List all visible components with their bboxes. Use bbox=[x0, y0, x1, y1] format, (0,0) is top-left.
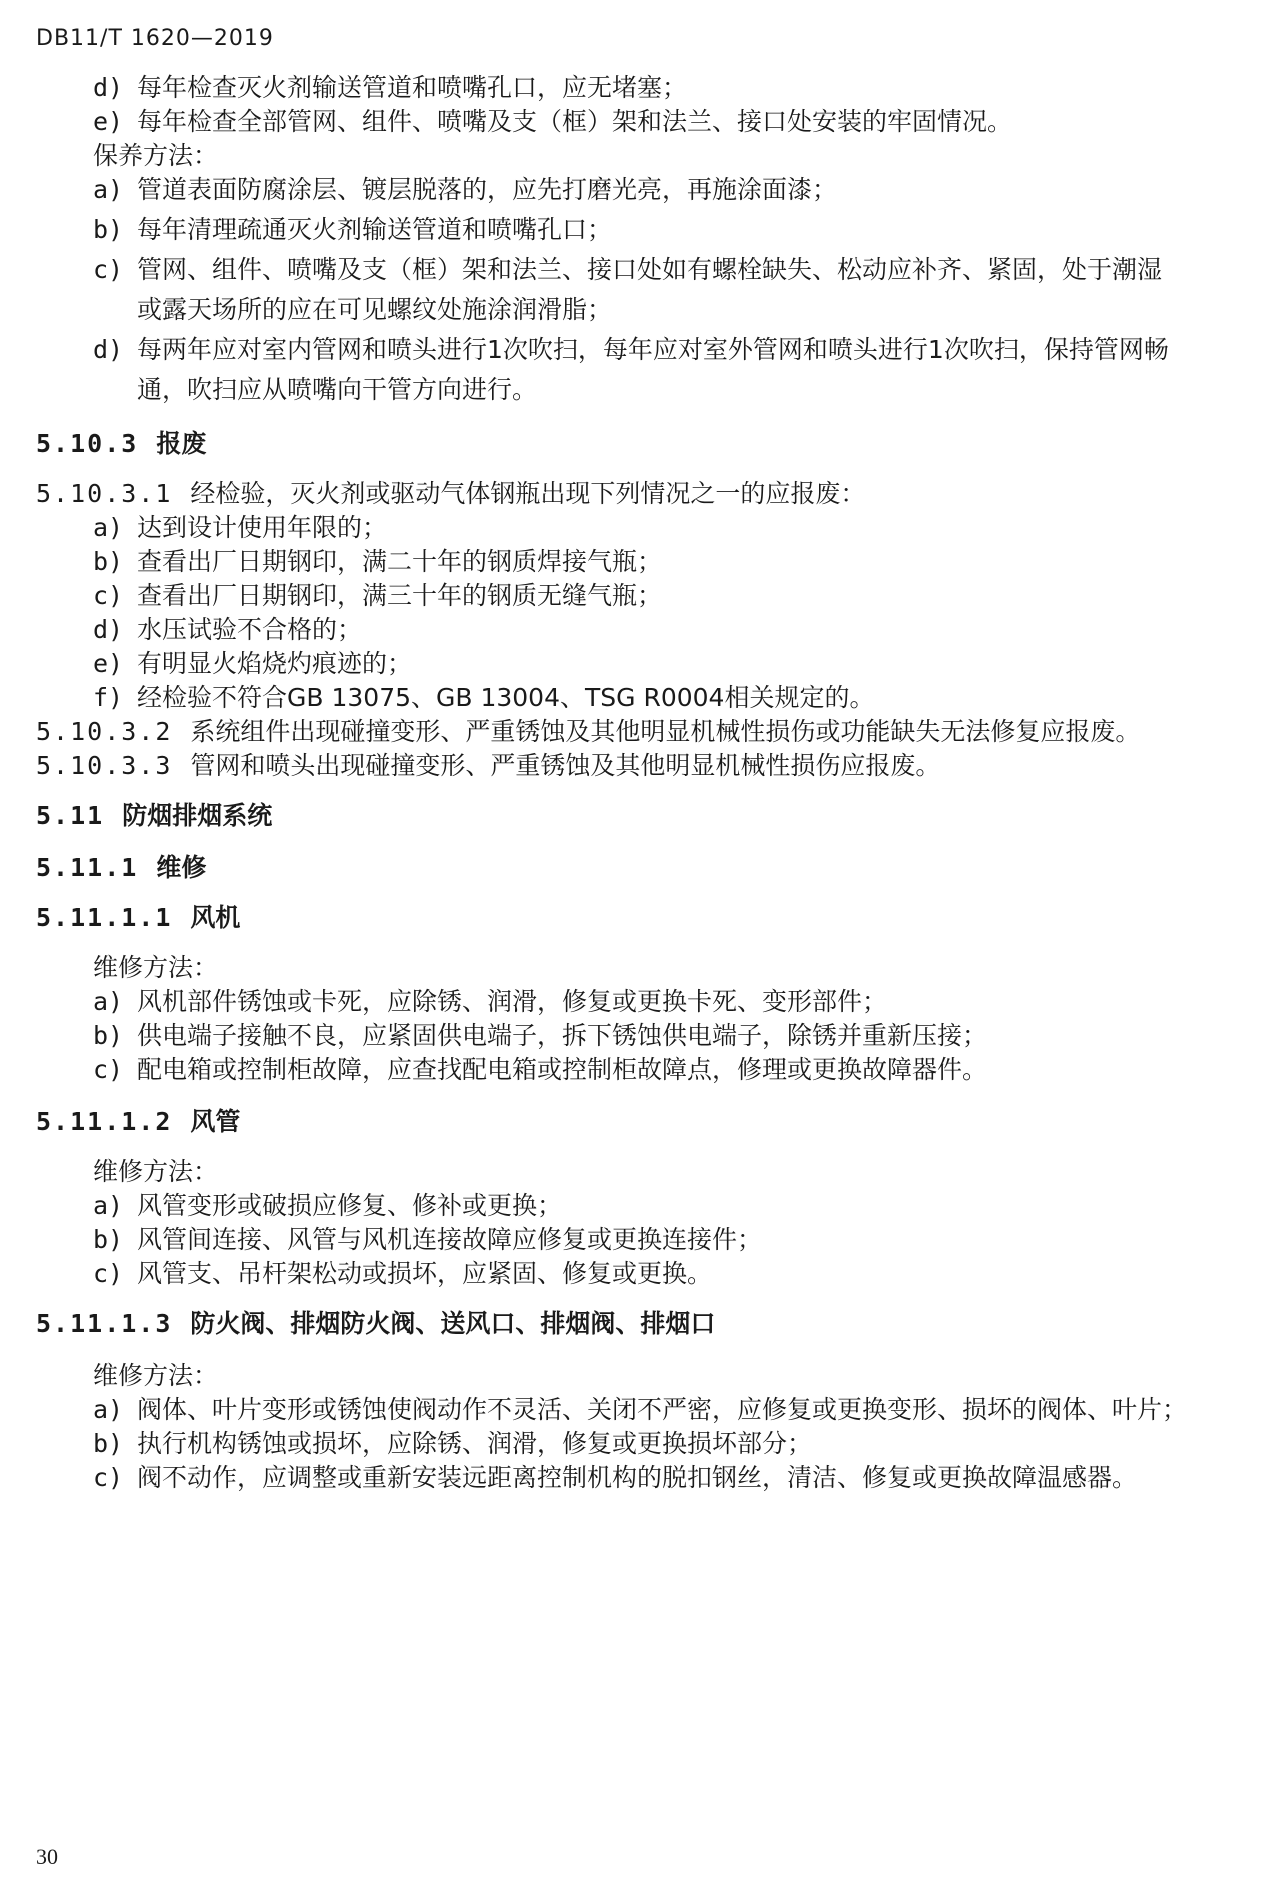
section-number: 5.11.1.1 bbox=[36, 903, 173, 932]
list-item bbox=[93, 546, 662, 578]
section-heading bbox=[36, 1106, 240, 1138]
section-number: 5.11.1.3 bbox=[36, 1309, 173, 1338]
item-marker: c) bbox=[93, 255, 124, 284]
item-text: 有明显火焰烧灼痕迹的； bbox=[137, 649, 413, 678]
item-text: 阀不动作，应调整或重新安装远距离控制机构的脱扣钢丝，清洁、修复或更换故障温感器。 bbox=[137, 1463, 1138, 1492]
page-number: 30 bbox=[36, 1844, 58, 1869]
clause bbox=[36, 716, 1140, 748]
list-item bbox=[93, 614, 362, 646]
item-marker: a) bbox=[93, 1191, 124, 1220]
item-text: 风管支、吊杆架松动或损坏，应紧固、修复或更换。 bbox=[137, 1259, 713, 1288]
list-item bbox=[93, 986, 887, 1018]
clause-text: 管网和喷头出现碰撞变形、严重锈蚀及其他明显机械性损伤应报废。 bbox=[190, 751, 941, 780]
item-marker: a) bbox=[93, 513, 124, 542]
item-continuation: 通，吹扫应从喷嘴向干管方向进行。 bbox=[137, 375, 538, 404]
item-text: 每两年应对室内管网和喷头进行1次吹扫，每年应对室外管网和喷头进行1次吹扫，保持管网畅 bbox=[137, 335, 1169, 364]
maintenance-heading: 保养方法： bbox=[93, 141, 219, 170]
item-marker: c) bbox=[93, 581, 124, 610]
section-title: 防火阀、排烟防火阀、送风口、排烟阀、排烟口 bbox=[190, 1309, 716, 1338]
item-text: 水压试验不合格的； bbox=[137, 615, 363, 644]
item-continuation: 或露天场所的应在可见螺纹处施涂润滑脂； bbox=[137, 295, 613, 324]
item-text: 管网、组件、喷嘴及支（框）架和法兰、接口处如有螺栓缺失、松动应补齐、紧固，处于潮湿 bbox=[137, 255, 1163, 284]
item-marker: d) bbox=[93, 335, 124, 364]
item-marker: c) bbox=[93, 1259, 124, 1288]
list-item bbox=[93, 254, 1162, 286]
item-marker: d) bbox=[93, 73, 124, 102]
list-item bbox=[93, 1462, 1137, 1494]
list-item bbox=[93, 1020, 987, 1052]
item-text: 风管间连接、风管与风机连接故障应修复或更换连接件； bbox=[137, 1225, 763, 1254]
item-marker: c) bbox=[93, 1055, 124, 1084]
section-heading bbox=[36, 428, 206, 460]
list-item bbox=[93, 174, 837, 206]
item-text: 风机部件锈蚀或卡死，应除锈、润滑，修复或更换卡死、变形部件； bbox=[137, 987, 888, 1016]
item-marker: b) bbox=[93, 1225, 124, 1254]
method-label: 维修方法： bbox=[93, 1157, 219, 1186]
item-marker: b) bbox=[93, 1429, 124, 1458]
item-marker: b) bbox=[93, 215, 124, 244]
clause-text: 经检验，灭火剂或驱动气体钢瓶出现下列情况之一的应报废： bbox=[190, 479, 866, 508]
section-title: 风机 bbox=[190, 903, 241, 932]
item-marker: a) bbox=[93, 175, 124, 204]
clause-text: 系统组件出现碰撞变形、严重锈蚀及其他明显机械性损伤或功能缺失无法修复应报废。 bbox=[190, 717, 1141, 746]
section-title: 防烟排烟系统 bbox=[122, 801, 273, 830]
list-item bbox=[93, 1258, 712, 1290]
item-text: 每年检查灭火剂输送管道和喷嘴孔口，应无堵塞； bbox=[137, 73, 688, 102]
item-text: 查看出厂日期钢印，满三十年的钢质无缝气瓶； bbox=[137, 581, 663, 610]
list-item bbox=[93, 72, 687, 104]
item-marker: c) bbox=[93, 1463, 124, 1492]
item-text: 配电箱或控制柜故障，应查找配电箱或控制柜故障点，修理或更换故障器件。 bbox=[137, 1055, 988, 1084]
item-marker: b) bbox=[93, 547, 124, 576]
list-item bbox=[93, 1428, 812, 1460]
document-header-code: DB11/T 1620—2019 bbox=[36, 26, 274, 51]
section-title: 风管 bbox=[190, 1107, 241, 1136]
item-marker: b) bbox=[93, 1021, 124, 1050]
section-number: 5.10.3 bbox=[36, 429, 139, 458]
list-item bbox=[93, 214, 612, 246]
section-heading bbox=[36, 852, 206, 884]
method-label: 维修方法： bbox=[93, 1361, 219, 1390]
item-marker: a) bbox=[93, 1395, 124, 1424]
list-item bbox=[93, 106, 1012, 138]
item-text: 每年检查全部管网、组件、喷嘴及支（框）架和法兰、接口处安装的牢固情况。 bbox=[137, 107, 1013, 136]
item-text: 管道表面防腐涂层、镀层脱落的，应先打磨光亮，再施涂面漆； bbox=[137, 175, 838, 204]
item-marker: f) bbox=[93, 683, 124, 712]
clause bbox=[36, 478, 865, 510]
list-item bbox=[93, 1190, 562, 1222]
section-title: 维修 bbox=[156, 853, 207, 882]
list-item bbox=[93, 512, 387, 544]
item-marker: a) bbox=[93, 987, 124, 1016]
item-text: 阀体、叶片变形或锈蚀使阀动作不灵活、关闭不严密，应修复或更换变形、损坏的阀体、叶片； bbox=[137, 1395, 1188, 1424]
list-item bbox=[93, 1224, 762, 1256]
list-item bbox=[93, 648, 412, 680]
section-heading bbox=[36, 902, 240, 934]
clause-number: 5.10.3.1 bbox=[36, 479, 173, 508]
clause-number: 5.10.3.2 bbox=[36, 717, 173, 746]
list-item bbox=[93, 1394, 1187, 1426]
item-marker: e) bbox=[93, 649, 124, 678]
item-text: 执行机构锈蚀或损坏，应除锈、润滑，修复或更换损坏部分； bbox=[137, 1429, 813, 1458]
section-title: 报废 bbox=[156, 429, 207, 458]
item-text: 每年清理疏通灭火剂输送管道和喷嘴孔口； bbox=[137, 215, 613, 244]
section-number: 5.11.1 bbox=[36, 853, 139, 882]
clause-number: 5.10.3.3 bbox=[36, 751, 173, 780]
list-item bbox=[93, 334, 1169, 366]
item-text: 查看出厂日期钢印，满二十年的钢质焊接气瓶； bbox=[137, 547, 663, 576]
section-number: 5.11 bbox=[36, 801, 105, 830]
item-text: 风管变形或破损应修复、修补或更换； bbox=[137, 1191, 563, 1220]
item-marker: e) bbox=[93, 107, 124, 136]
item-marker: d) bbox=[93, 615, 124, 644]
list-item bbox=[93, 580, 662, 612]
clause bbox=[36, 750, 940, 782]
item-text: 供电端子接触不良，应紧固供电端子，拆下锈蚀供电端子，除锈并重新压接； bbox=[137, 1021, 988, 1050]
section-heading bbox=[36, 1308, 715, 1340]
section-number: 5.11.1.2 bbox=[36, 1107, 173, 1136]
item-text: 达到设计使用年限的； bbox=[137, 513, 388, 542]
section-heading bbox=[36, 800, 272, 832]
list-item bbox=[93, 682, 874, 714]
method-label: 维修方法： bbox=[93, 953, 219, 982]
list-item bbox=[93, 1054, 987, 1086]
item-text: 经检验不符合GB 13075、GB 13004、TSG R0004相关规定的。 bbox=[137, 683, 875, 712]
